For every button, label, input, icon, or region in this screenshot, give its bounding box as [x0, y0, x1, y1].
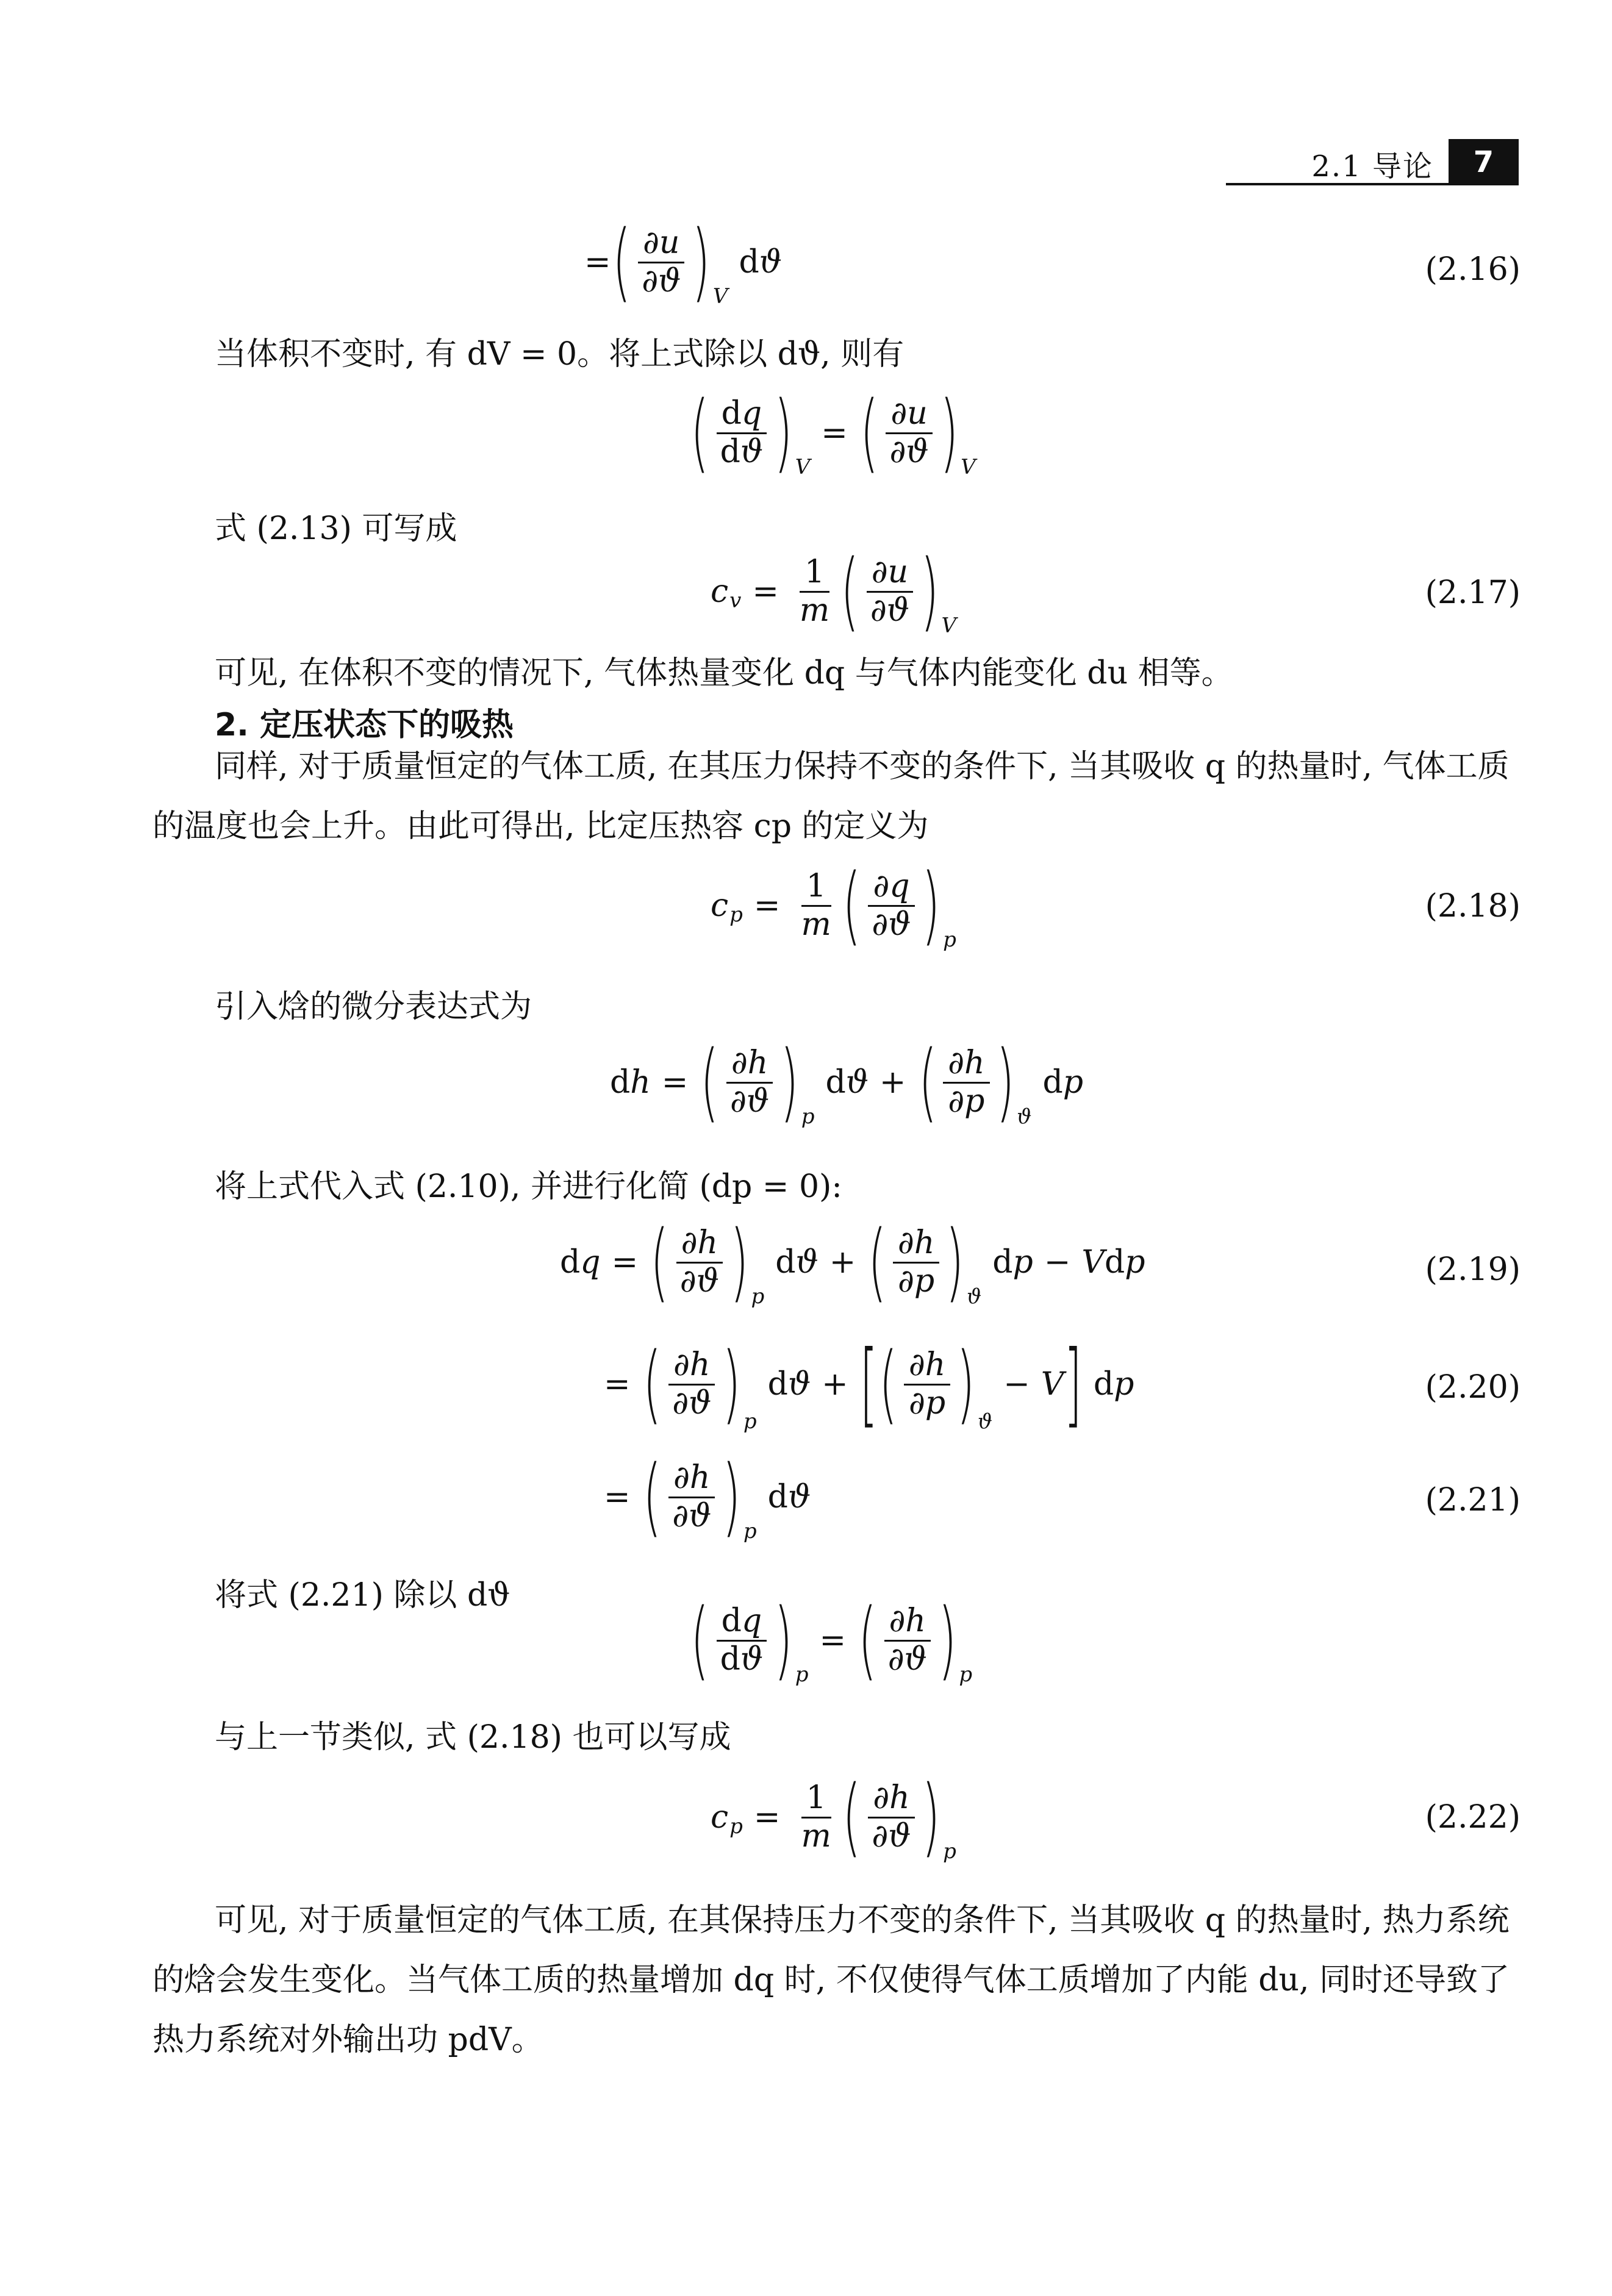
equation-number-2-22: (2.22)	[1425, 1799, 1521, 1836]
equation-dh: d h = ( $\frac{\partial h}{\partial ϑ}$ ) p d ϑ + ( $\frac{\partial h}{\partial p}$ ) ϑ d p	[610, 1032, 1084, 1132]
text-line: 当体积不变时, 有 dV = 0。将上式除以 dϑ, 则有	[215, 336, 905, 373]
equation-number-2-16: (2.16)	[1425, 251, 1521, 288]
paragraph: 同样, 对于质量恒定的气体工质, 在其压力保持不变的条件下, 当其吸收 q 的热量时, 气体工质的温度也会上升。由此可得出, 比定压热容 cp 的定义为	[152, 748, 1510, 845]
text-line: 式 (2.13) 可写成	[215, 510, 457, 547]
text-line: 将上式代入式 (2.10), 并进行化简 (dp = 0):	[215, 1168, 842, 1205]
header-rule	[1226, 183, 1449, 185]
text-line: 引入焓的微分表达式为	[215, 989, 532, 1025]
section-title: 2.1 导论	[1311, 149, 1433, 184]
text-line: 与上一节类似, 式 (2.18) 也可以写成	[215, 1719, 731, 1756]
equation-2-16: = ( $\frac{\partial u}{\partial ϑ}$ ) V d ϑ	[584, 212, 782, 312]
equation-dq-du-v: ( $\frac{dq}{dϑ}$ ) V = ( $\frac{\partial u}{\partial ϑ}$ ) V	[690, 383, 976, 482]
equation-number-2-17: (2.17)	[1425, 574, 1521, 611]
text-line: 将式 (2.21) 除以 dϑ	[215, 1577, 510, 1614]
page-number: 7	[1449, 139, 1519, 185]
equation-dq-dh-p: ( $\frac{dq}{dϑ}$ ) p = ( $\frac{\partial h}{\partial ϑ}$ ) p	[690, 1590, 973, 1690]
subsection-heading: 2. 定压状态下的吸热	[215, 707, 514, 743]
equation-2-17: c v = $\frac{1}{m}$ ( $\frac{\partial u}{\partial ϑ}$ ) V	[711, 542, 957, 641]
equation-number-2-20: (2.20)	[1425, 1369, 1521, 1406]
equation-number-2-21: (2.21)	[1425, 1482, 1521, 1518]
equation-number-2-19: (2.19)	[1425, 1251, 1521, 1288]
running-header	[1226, 139, 1519, 185]
equation-2-20: = ( $\frac{\partial h}{\partial ϑ}$ ) p d ϑ + [ ( $\frac{\partial h}{\partial p}$ ) ϑ − V ] d p	[604, 1331, 1134, 1437]
equation-2-19: d q = ( $\frac{\partial h}{\partial ϑ}$ ) p d ϑ + ( $\frac{\partial h}{\partial p}$ ) ϑ d p − V d p	[560, 1212, 1145, 1312]
equation-number-2-18: (2.18)	[1425, 888, 1521, 924]
equation-2-22: c p = $\frac{1}{m}$ ( $\frac{\partial h}{\partial ϑ}$ ) p	[711, 1767, 956, 1867]
equation-2-18: c p = $\frac{1}{m}$ ( $\frac{\partial q}{\partial ϑ}$ ) p	[711, 856, 956, 955]
text-line: 可见, 在体积不变的情况下, 气体热量变化 dq 与气体内能变化 du 相等。	[215, 655, 1233, 692]
equation-2-21: = ( $\frac{\partial h}{\partial ϑ}$ ) p d ϑ	[604, 1447, 811, 1547]
paragraph: 可见, 对于质量恒定的气体工质, 在其保持压力不变的条件下, 当其吸收 q 的热量时, 热力系统的焓会发生变化。当气体工质的热量增加 dq 时, 不仅使得气体工质增加了内能 du, 同时还导致了热力系统对外输出功 pdV。	[152, 1902, 1510, 2058]
